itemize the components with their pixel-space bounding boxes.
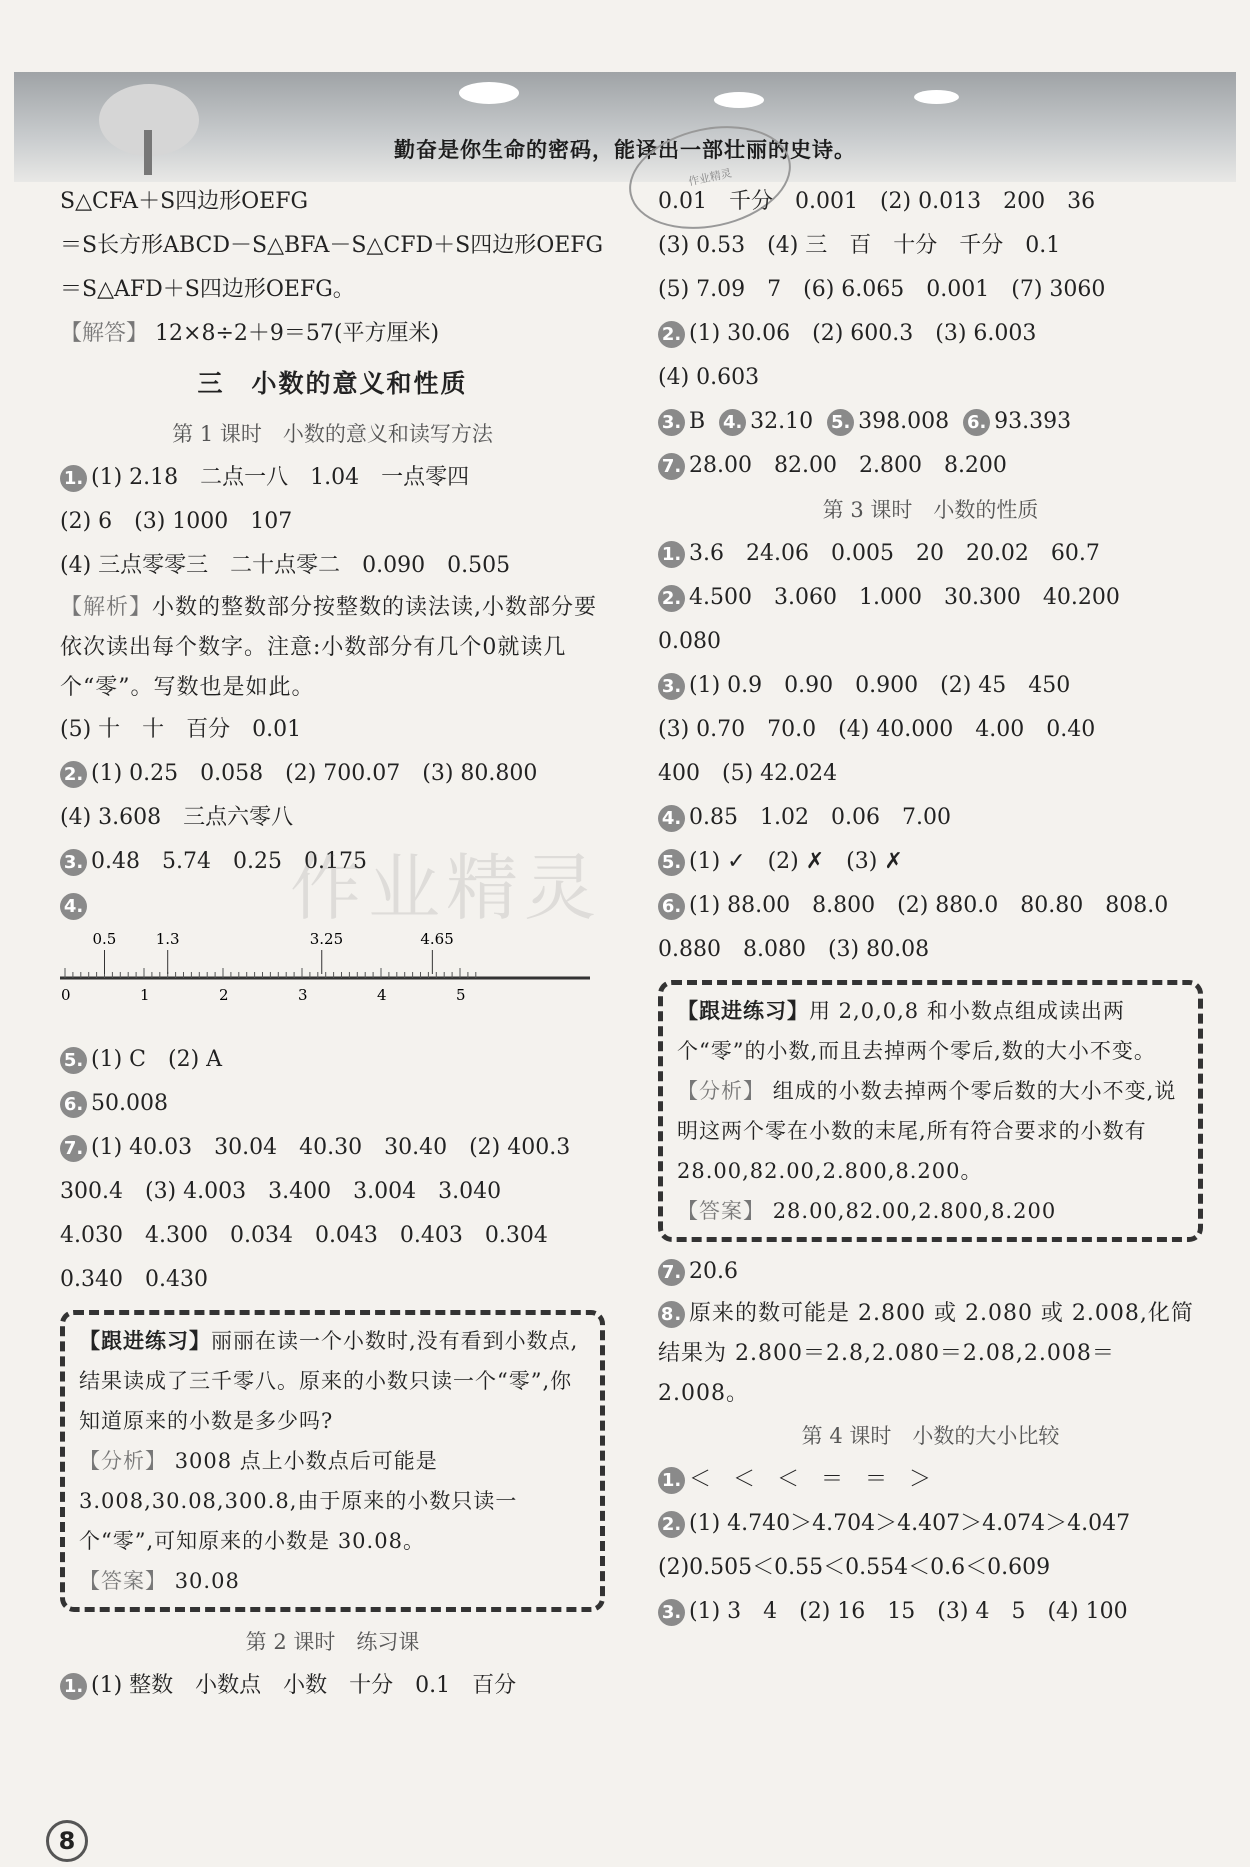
answer-line: 0.880 8.080 (3) 80.08 — [658, 937, 930, 962]
question-number: 6. — [60, 1091, 87, 1118]
follow-up-question: 【跟进练习】用 2,0,0,8 和小数点组成读出两个“零”的小数,而且去掉两个零后,数的大小不变。 — [677, 998, 1156, 1063]
lesson-title: 第 3 课时 小数的性质 — [822, 498, 1039, 522]
answer-line: 7. 20.6 — [658, 1250, 1203, 1294]
question-number: 6. — [658, 893, 685, 920]
left-column — [60, 180, 605, 1708]
question-number: 4. — [60, 893, 87, 920]
answer-line: (2)0.505＜0.55＜0.554＜0.6＜0.609 — [658, 1555, 1051, 1580]
tick-label: 0 — [61, 986, 71, 1004]
answer-line: 2. (1) 0.25 0.058 (2) 700.07 (3) 80.800 — [60, 752, 605, 796]
answer-line: 7. (1) 40.03 30.04 40.30 30.40 (2) 400.3 — [60, 1126, 605, 1170]
answer-line: 0.340 0.430 — [60, 1267, 208, 1292]
question-number: 7. — [658, 453, 685, 480]
mark-label: 4.65 — [420, 930, 454, 948]
answer-line: 2. (1) 4.740＞4.704＞4.407＞4.074＞4.047 — [658, 1502, 1203, 1546]
analysis-text: 【解析】小数的整数部分按整数的读法读,小数部分要依次读出每个数字。注意:小数部分有几个0就读几个“零”。写数也是如此。 — [60, 595, 598, 700]
section-title: 三 小数的意义和性质 — [197, 369, 468, 398]
answer-line: 7. 28.00 82.00 2.800 8.200 — [658, 444, 1203, 488]
question-number: 5. — [658, 849, 685, 876]
answer-line: 3. B 4. 32.10 5. 398.008 6. 93.393 — [658, 400, 1203, 444]
cloud-icon — [459, 82, 519, 104]
answer-line: 1. (1) 2.18 二点一八 1.04 一点零四 — [60, 456, 605, 500]
answer-line: 400 (5) 42.024 — [658, 761, 838, 786]
question-number: 4. — [658, 805, 685, 832]
answer-line: 300.4 (3) 4.003 3.400 3.004 3.040 — [60, 1179, 502, 1204]
answer-line: 2. (1) 30.06 (2) 600.3 (3) 6.003 — [658, 312, 1203, 356]
mark-label: 3.25 — [309, 930, 344, 948]
question-number: 3. — [658, 1599, 685, 1626]
formula-line: ＝S长方形ABCD－S△BFA－S△CFD＋S四边形OEFG — [60, 233, 604, 258]
question-number: 3. — [658, 409, 685, 436]
watermark: 作业精灵 — [290, 846, 603, 930]
question-number: 2. — [658, 585, 685, 612]
question-number: 2. — [658, 321, 685, 348]
answer-line: 6. (1) 88.00 8.800 (2) 880.0 80.80 808.0 — [658, 884, 1203, 928]
follow-up-analysis: 【分析】 3008 点上小数点后可能是 3.008,30.08,300.8,由于原来的小数只读一个“零”,可知原来的小数是 30.08。 — [79, 1449, 518, 1553]
answer-line: (5) 7.09 7 (6) 6.065 0.001 (7) 3060 — [658, 277, 1106, 302]
answer-line: 4. 0.85 1.02 0.06 7.00 — [658, 796, 1203, 840]
tick-label: 4 — [377, 986, 387, 1004]
answer-line: (2) 6 (3) 1000 107 — [60, 509, 293, 534]
question-number: 6. — [963, 409, 990, 436]
answer-line: (5) 十 十 百分 0.01 — [60, 717, 302, 742]
header-banner — [14, 72, 1236, 182]
question-number: 5. — [60, 1047, 87, 1074]
cloud-icon — [714, 92, 764, 108]
formula-line: S△CFA＋S四边形OEFG — [60, 189, 309, 214]
answer-line: 1. (1) 整数 小数点 小数 十分 0.1 百分 — [60, 1664, 605, 1708]
question-number: 3. — [658, 673, 685, 700]
answer-line: 2. 4.500 3.060 1.000 30.300 40.200 — [658, 576, 1203, 620]
formula-line: ＝S△AFD＋S四边形OEFG。 — [60, 277, 355, 302]
answer-line: 5. (1) ✓ (2) ✗ (3) ✗ — [658, 840, 1203, 884]
tick-label: 3 — [298, 986, 308, 1004]
question-number: 1. — [658, 541, 685, 568]
number-line-svg — [60, 928, 605, 1028]
follow-up-box — [60, 1310, 605, 1612]
question-number: 1. — [658, 1467, 685, 1494]
question-number: 2. — [60, 761, 87, 788]
answer-line: (3) 0.53 (4) 三 百 十分 千分 0.1 — [658, 233, 1061, 258]
follow-up-question: 【跟进练习】丽丽在读一个小数时,没有看到小数点,结果读成了三千零八。原来的小数只读一个“零”,你知道原来的小数是多少吗? — [79, 1328, 579, 1433]
answer-line: 3. (1) 3 4 (2) 16 15 (3) 4 5 (4) 100 — [658, 1590, 1203, 1634]
answer-line: 3. 0.48 5.74 0.25 0.175 — [60, 840, 605, 884]
page-number: 8 — [46, 1820, 88, 1862]
answer-line: 6. 50.008 — [60, 1082, 605, 1126]
lesson-title: 第 2 课时 练习课 — [245, 1630, 420, 1654]
answer-line: 0.080 — [658, 629, 721, 654]
cloud-icon — [914, 90, 959, 104]
stamp: 作业精灵 — [620, 112, 801, 243]
mark-label: 1.3 — [155, 930, 180, 948]
answer-line: (3) 0.70 70.0 (4) 40.000 4.00 0.40 — [658, 717, 1096, 742]
answer-line: 5. (1) C (2) A — [60, 1038, 605, 1082]
answer-line: (4) 三点零零三 二十点零二 0.090 0.505 — [60, 553, 511, 578]
answer-line: 1. ＜ ＜ ＜ ＝ ＝ ＞ — [658, 1458, 1203, 1502]
tick-label: 1 — [140, 986, 150, 1004]
answer-line: 3. (1) 0.9 0.90 0.900 (2) 45 450 — [658, 664, 1203, 708]
follow-up-box — [658, 980, 1203, 1242]
banner-motto: 勤奋是你生命的密码，能译出一部壮丽的史诗。 — [394, 137, 856, 162]
question-number: 7. — [60, 1135, 87, 1162]
question-number: 8. — [658, 1301, 685, 1328]
right-column — [658, 180, 1203, 1634]
question-number: 2. — [658, 1511, 685, 1538]
mark-label: 0.5 — [92, 930, 117, 948]
question-number: 4. — [719, 409, 746, 436]
follow-up-answer: 【答案】 28.00,82.00,2.800,8.200 — [677, 1199, 1057, 1223]
question-number: 3. — [60, 849, 87, 876]
answer-line: 4.030 4.300 0.034 0.043 0.403 0.304 — [60, 1223, 548, 1248]
tick-label: 5 — [456, 986, 466, 1004]
number-line — [60, 928, 605, 1038]
question-number: 5. — [827, 409, 854, 436]
answer-line: 【解答】 12×8÷2＋9＝57(平方厘米) — [60, 321, 440, 346]
answer-line: 1. 3.6 24.06 0.005 20 20.02 60.7 — [658, 532, 1203, 576]
answer-line: 0.01 千分 0.001 (2) 0.013 200 36 — [658, 189, 1096, 214]
answer-line: (4) 0.603 — [658, 365, 760, 390]
question-number: 1. — [60, 465, 87, 492]
tree-icon — [94, 80, 204, 175]
answer-line: (4) 3.608 三点六零八 — [60, 805, 294, 830]
tick-label: 2 — [219, 986, 229, 1004]
lesson-title: 第 4 课时 小数的大小比较 — [801, 1424, 1060, 1448]
answer-paragraph: 8. 原来的数可能是 2.800 或 2.080 或 2.008,化简结果为 2.800＝2.8,2.080＝2.08,2.008＝2.008。 — [658, 1301, 1194, 1406]
question-number: 1. — [60, 1673, 87, 1700]
lesson-title: 第 1 课时 小数的意义和读写方法 — [172, 422, 493, 446]
follow-up-analysis: 【分析】 组成的小数去掉两个零后数的大小不变,说明这两个零在小数的末尾,所有符合要求的小数有 28.00,82.00,2.800,8.200。 — [677, 1079, 1177, 1183]
question-number: 7. — [658, 1259, 685, 1286]
follow-up-answer: 【答案】 30.08 — [79, 1569, 240, 1593]
